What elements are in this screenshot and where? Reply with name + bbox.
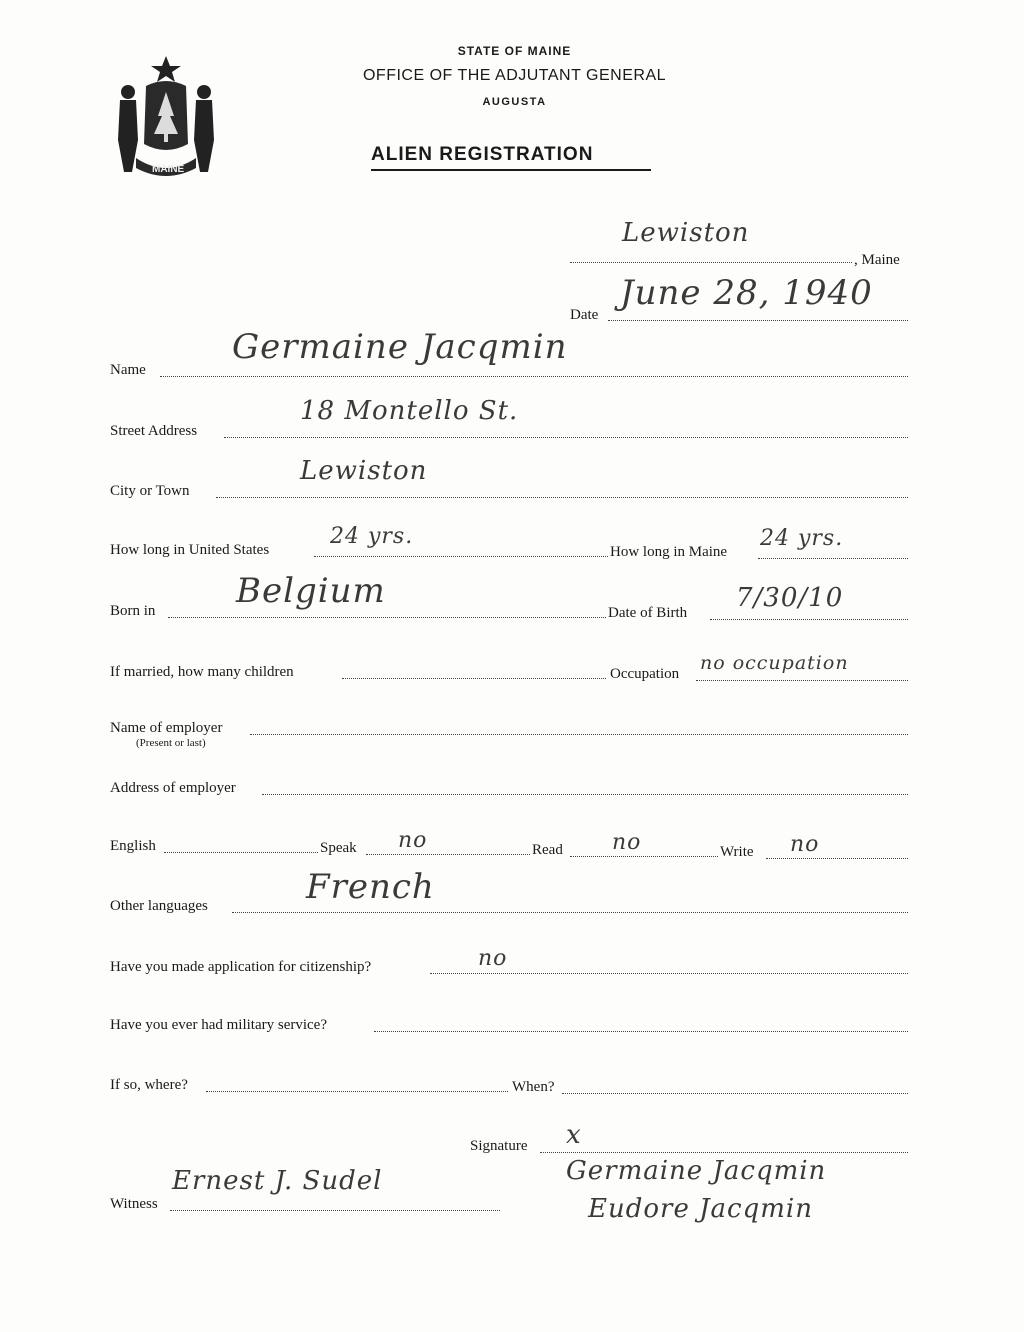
- employer-address-label: Address of employer: [110, 780, 236, 796]
- employer-address-line: [262, 794, 908, 795]
- english-label: English: [110, 838, 156, 854]
- dob-label: Date of Birth: [608, 605, 688, 621]
- street-line: [224, 437, 908, 438]
- born-in-label: Born in: [110, 603, 156, 619]
- born-in-value: Belgium: [236, 571, 386, 611]
- citizenship-label: Have you made application for citizenship?: [110, 959, 372, 975]
- name-line: [160, 376, 908, 377]
- when-line: [562, 1093, 908, 1094]
- city-line: [216, 497, 908, 498]
- other-languages-line: [232, 912, 908, 913]
- signature-mark: x: [566, 1120, 582, 1150]
- military-line: [374, 1031, 908, 1032]
- how-long-us-label: How long in United States: [110, 542, 270, 558]
- citizenship-line: [430, 973, 908, 974]
- read-line: [570, 856, 718, 857]
- witness-label: Witness: [110, 1196, 158, 1212]
- read-value: no: [612, 830, 642, 855]
- born-in-line: [168, 617, 606, 618]
- name-label: Name: [110, 362, 146, 378]
- when-label: When?: [512, 1079, 555, 1095]
- date-value: June 28, 1940: [620, 273, 873, 313]
- write-value: no: [790, 832, 820, 857]
- maine-label: , Maine: [854, 252, 900, 268]
- how-long-us-line: [314, 556, 608, 557]
- occupation-line: [696, 680, 908, 681]
- date-label: Date: [570, 307, 599, 323]
- witness-line: [170, 1210, 500, 1211]
- how-long-maine-label: How long in Maine: [610, 544, 728, 560]
- employer-label: Name of employer: [110, 720, 223, 736]
- how-long-us-value: 24 yrs.: [330, 524, 414, 549]
- dob-line: [710, 619, 908, 620]
- read-label: Read: [532, 842, 563, 858]
- employer-sublabel: (Present or last): [136, 737, 206, 749]
- street-value: 18 Montello St.: [300, 396, 519, 426]
- name-value: Germaine Jacqmin: [232, 327, 568, 367]
- children-label: If married, how many children: [110, 664, 294, 680]
- signature-line: [540, 1152, 908, 1153]
- occupation-label: Occupation: [610, 666, 680, 682]
- military-label: Have you ever had military service?: [110, 1017, 327, 1033]
- town-value: Lewiston: [622, 218, 750, 248]
- children-line: [342, 678, 606, 679]
- town-line: [570, 262, 852, 263]
- speak-value: no: [398, 828, 428, 853]
- other-languages-label: Other languages: [110, 898, 208, 914]
- english-line: [164, 852, 318, 853]
- witness-signature: Ernest J. Sudel: [172, 1166, 383, 1196]
- speak-line: [366, 854, 530, 855]
- write-label: Write: [720, 844, 754, 860]
- how-long-maine-line: [758, 558, 908, 559]
- title-underline: [371, 169, 651, 171]
- maine-state-seal: [112, 52, 220, 182]
- citizenship-value: no: [478, 946, 508, 971]
- form-title: ALIEN REGISTRATION: [371, 144, 594, 165]
- how-long-maine-value: 24 yrs.: [760, 526, 844, 551]
- dob-value: 7/30/10: [736, 583, 844, 613]
- state-heading: STATE OF MAINE: [457, 44, 572, 58]
- occupation-value: no occupation: [700, 652, 849, 674]
- signature-name-1: Germaine Jacqmin: [566, 1156, 827, 1186]
- speak-label: Speak: [320, 840, 357, 856]
- city-label: City or Town: [110, 483, 190, 499]
- signature-name-2: Eudore Jacqmin: [588, 1194, 813, 1224]
- city-value: Lewiston: [300, 456, 428, 486]
- other-languages-value: French: [306, 867, 435, 907]
- where-line: [206, 1091, 508, 1092]
- seal-banner-text: MAINE: [152, 164, 185, 175]
- where-label: If so, where?: [110, 1077, 188, 1093]
- city-heading: AUGUSTA: [482, 96, 547, 108]
- signature-label: Signature: [470, 1138, 528, 1154]
- date-line: [608, 320, 908, 321]
- employer-line: [250, 734, 908, 735]
- street-label: Street Address: [110, 423, 198, 439]
- office-heading: OFFICE OF THE ADJUTANT GENERAL: [362, 67, 667, 84]
- write-line: [766, 858, 908, 859]
